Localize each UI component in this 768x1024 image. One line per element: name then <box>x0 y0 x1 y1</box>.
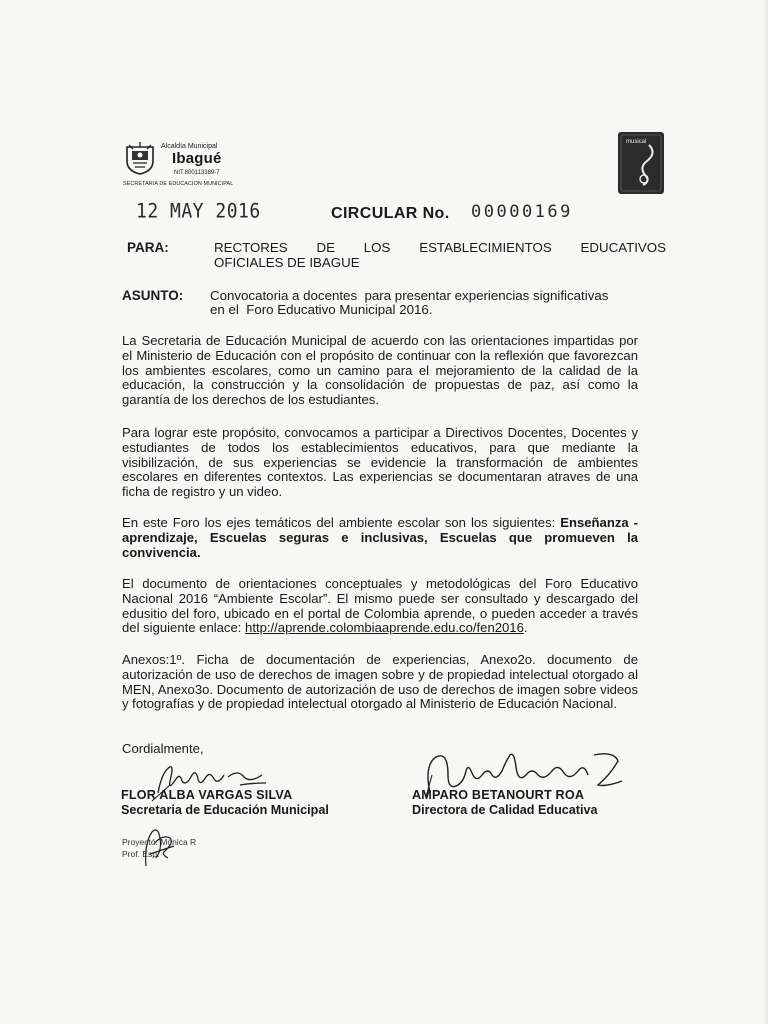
crest-icon <box>123 141 157 175</box>
alcaldia-logo <box>123 141 263 191</box>
asunto-label: ASUNTO: <box>122 288 184 303</box>
logo-alcaldia-text: Alcaldía Municipal <box>161 143 218 150</box>
anexos-paragraph: Anexos:1º. Ficha de documentación de experiencias, Anexo2o. documento de autorización de uso de derechos de imagen sobre y de propiedad intelectual otorgado al MEN, Anexo3o. Documento de autorización de uso de derechos de imagen sobre videos y fotografías y de propiedad intelectual otorgado al Ministerio de Educación Nacional. <box>122 652 638 712</box>
asunto-line-1: Convocatoria a docentes para presentar experiencias significativas <box>210 288 609 303</box>
asunto-line-2: en el Foro Educativo Municipal 2016. <box>210 302 433 317</box>
logo-nit: NIT.800113389-7 <box>174 170 220 176</box>
logo-city-name: Ibagué <box>172 150 222 167</box>
fen2016-link[interactable]: http://aprende.colombiaaprende.edu.co/fen2016 <box>245 620 524 636</box>
logo-department: SECRETARIA DE EDUCACION MUNICIPAL <box>123 181 234 187</box>
left-signer-title: Secretaria de Educación Municipal <box>121 803 329 817</box>
right-signer-title: Directora de Calidad Educativa <box>412 803 598 817</box>
documento-end: . <box>523 620 528 636</box>
badge-label: musical <box>626 139 647 145</box>
left-signer-name: FLOR ALBA VARGAS SILVA <box>121 788 293 802</box>
proyecto-line-1: Proyectó: Mónica R <box>122 837 197 847</box>
para-line-1: RECTORES DE LOS ESTABLECIMIENTOS EDUCATIVOS <box>214 240 666 255</box>
body-paragraph-3 <box>122 516 638 560</box>
ejes-tematicos-bold: Enseñanza - aprendizaje, Escuelas seguras e inclusivas, Escuelas que promueven la convivencia. <box>122 515 638 560</box>
page-edge-shadow <box>762 0 768 1024</box>
para-line-2: OFICIALES DE IBAGUE <box>214 255 360 270</box>
para-label: PARA: <box>127 240 169 255</box>
closing-text: Cordialmente, <box>122 741 204 756</box>
received-date-stamp: 12 MAY 2016 <box>136 200 261 224</box>
circular-number: 00000169 <box>471 202 573 222</box>
ibague-musical-badge <box>617 131 665 195</box>
body-paragraph-4 <box>122 577 638 636</box>
documento-text: El documento de orientaciones conceptuales y metodológicas del Foro Educativo Nacional 2016 “Ambiente Escolar”. El mismo puede ser consultado y descargado del edusitio del foro, ubicado en el portal de Colombia aprende, o pueden acceder a través del siguiente enlace: <box>122 576 638 636</box>
body-paragraph-2: Para lograr este propósito, convocamos a participar a Directivos Docentes, Docentes y estudiantes de todos los establecimientos educativos, para que mediante la visibilización, de sus experiencias se evidencie la transformación de ambientes escolares en diferentes contextos. Las experiencias se documentaran atraves de una ficha de registro y un video. <box>122 425 638 500</box>
body-paragraph-1: La Secretaria de Educación Municipal de acuerdo con las orientaciones impartidas por el Ministerio de Educación con el propósito de continuar con la reflexión que favorezcan los ambientes escolares, como un camino para el mejoramiento de la calidad de la educación, la construcción y la consolidación de propuestas de paz, así como la garantía de los derechos de los estudiantes. <box>122 333 638 408</box>
circular-title: CIRCULAR No. <box>331 205 450 222</box>
ejes-intro-text: En este Foro los ejes temáticos del ambiente escolar son los siguientes: <box>122 515 556 530</box>
proyecto-line-2: Prof. Esp. <box>122 849 160 859</box>
right-signer-name: AMPARO BETANOURT ROA <box>412 788 585 802</box>
